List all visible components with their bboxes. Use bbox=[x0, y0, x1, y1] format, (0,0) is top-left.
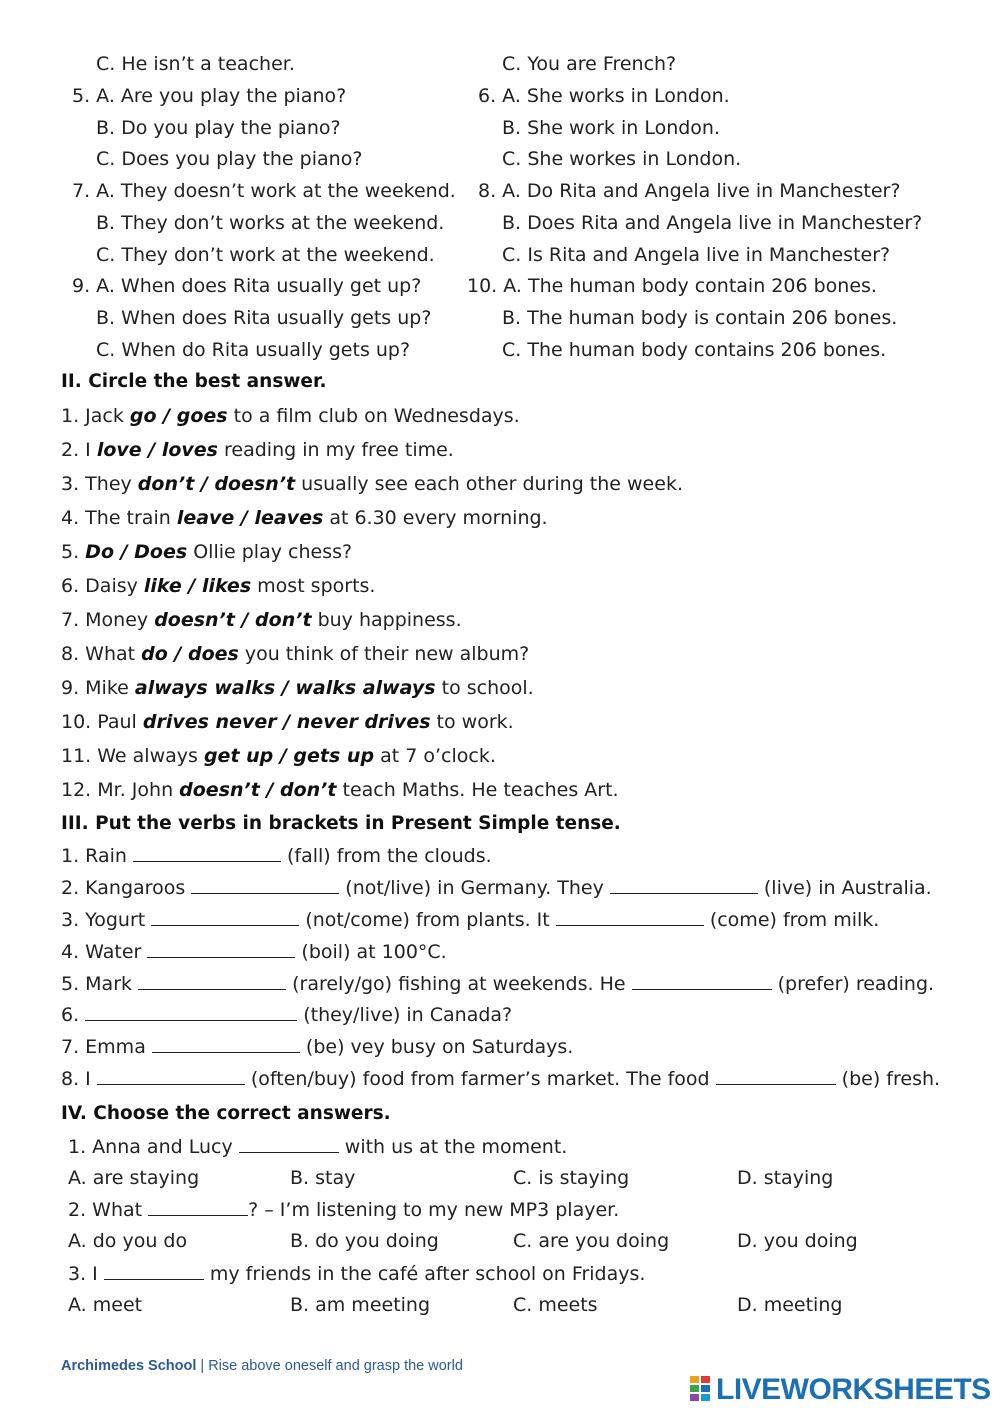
answer-blank[interactable] bbox=[148, 1198, 248, 1216]
part2-item-6 bbox=[61, 574, 375, 598]
item-text: to work. bbox=[430, 711, 514, 733]
item-text: 7. Money bbox=[61, 609, 155, 631]
answer-blank[interactable] bbox=[556, 908, 704, 926]
part2-item-10 bbox=[61, 710, 514, 734]
part2-item-11 bbox=[61, 744, 496, 768]
item-text: 11. We always bbox=[61, 745, 204, 767]
item-text: 10. Paul bbox=[61, 711, 143, 733]
part1-right-0: C. You are French? bbox=[502, 53, 677, 75]
item-text: 4. Water bbox=[61, 941, 148, 963]
answer-blank[interactable] bbox=[97, 1067, 245, 1085]
item-text: 1. Rain bbox=[61, 845, 133, 867]
choice-options[interactable]: drives never / never drives bbox=[142, 711, 431, 733]
part1-left-1: 5. A. Are you play the piano? bbox=[72, 85, 347, 107]
item-text: 7. Emma bbox=[61, 1036, 152, 1058]
part2-item-12 bbox=[61, 778, 619, 802]
item-text: (fall) from the clouds. bbox=[280, 845, 492, 867]
item-text: 2. Kangaroos bbox=[61, 877, 192, 899]
item-text: teach Maths. He teaches Art. bbox=[336, 779, 619, 801]
part1-left-7: 9. A. When does Rita usually get up? bbox=[72, 275, 422, 297]
school-motto: Rise above oneself and grasp the world bbox=[208, 1358, 463, 1374]
question-text: 3. I bbox=[68, 1263, 104, 1285]
choice-options[interactable]: always walks / walks always bbox=[134, 677, 436, 699]
item-text: 5. bbox=[61, 541, 86, 563]
part3-item-6 bbox=[61, 1003, 512, 1027]
item-text: 3. Yogurt bbox=[61, 909, 152, 931]
item-text: to a film club on Wednesdays. bbox=[227, 405, 520, 427]
item-text: (often/buy) food from farmer’s market. The food bbox=[244, 1068, 716, 1090]
part3-item-8 bbox=[61, 1067, 940, 1091]
part2-item-7 bbox=[61, 608, 462, 632]
liveworksheets-wordmark: LIVEWORKSHEETS bbox=[716, 1373, 991, 1406]
question-text: 2. What bbox=[68, 1199, 149, 1221]
choice-options[interactable]: go / goes bbox=[129, 405, 228, 427]
item-text: 6. bbox=[61, 1004, 86, 1026]
liveworksheets-logo[interactable] bbox=[690, 1373, 991, 1407]
item-text: (not/come) from plants. It bbox=[299, 909, 556, 931]
item-text: to school. bbox=[435, 677, 534, 699]
part2-item-4 bbox=[61, 506, 548, 530]
part1-right-5: B. Does Rita and Angela live in Manchester? bbox=[502, 212, 923, 234]
part3-item-2 bbox=[61, 876, 932, 900]
part4-q1-option-d[interactable]: D. staying bbox=[737, 1167, 834, 1189]
choice-options[interactable]: love / loves bbox=[96, 439, 218, 461]
part4-question-2 bbox=[68, 1198, 619, 1222]
part4-q1-option-a[interactable]: A. are staying bbox=[68, 1167, 200, 1189]
part1-left-3: C. Does you play the piano? bbox=[96, 148, 363, 170]
choice-options[interactable]: doesn’t / don’t bbox=[154, 609, 312, 631]
choice-options[interactable]: Do / Does bbox=[85, 541, 188, 563]
part4-heading: IV. Choose the correct answers. bbox=[61, 1103, 391, 1124]
part1-right-3: C. She workes in London. bbox=[502, 148, 742, 170]
answer-blank[interactable] bbox=[151, 908, 299, 926]
part2-item-9 bbox=[61, 676, 534, 700]
item-text: (prefer) reading. bbox=[771, 973, 935, 995]
part1-right-7: 10. A. The human body contain 206 bones. bbox=[467, 275, 877, 297]
part1-right-6: C. Is Rita and Angela live in Manchester? bbox=[502, 244, 891, 266]
question-text: 1. Anna and Lucy bbox=[68, 1136, 239, 1158]
item-text: (be) fresh. bbox=[835, 1068, 941, 1090]
answer-blank[interactable] bbox=[85, 1003, 297, 1021]
answer-blank[interactable] bbox=[104, 1262, 204, 1280]
part3-item-4 bbox=[61, 940, 447, 964]
part1-left-2: B. Do you play the piano? bbox=[96, 117, 341, 139]
part1-left-8: B. When does Rita usually gets up? bbox=[96, 307, 432, 329]
part3-item-3 bbox=[61, 908, 879, 932]
choice-options[interactable]: leave / leaves bbox=[176, 507, 324, 529]
answer-blank[interactable] bbox=[133, 844, 281, 862]
item-text: 4. The train bbox=[61, 507, 177, 529]
part2-item-5 bbox=[61, 540, 352, 564]
item-text: 2. I bbox=[61, 439, 97, 461]
item-text: 6. Daisy bbox=[61, 575, 144, 597]
question-text: ? – I’m listening to my new MP3 player. bbox=[248, 1199, 620, 1221]
answer-blank[interactable] bbox=[610, 876, 758, 894]
part4-question-1 bbox=[68, 1135, 567, 1159]
item-text: buy happiness. bbox=[311, 609, 462, 631]
part4-q2-option-b[interactable]: B. do you doing bbox=[290, 1230, 439, 1252]
item-text: 9. Mike bbox=[61, 677, 135, 699]
item-text: (come) from milk. bbox=[703, 909, 880, 931]
part4-q2-option-c[interactable]: C. are you doing bbox=[513, 1230, 670, 1252]
question-text: my friends in the café after school on Fridays. bbox=[203, 1263, 646, 1285]
part1-right-2: B. She work in London. bbox=[502, 117, 721, 139]
choice-options[interactable]: like / likes bbox=[143, 575, 252, 597]
part3-item-7 bbox=[61, 1035, 573, 1059]
school-name: Archimedes School bbox=[61, 1358, 197, 1374]
part4-q1-option-c[interactable]: C. is staying bbox=[513, 1167, 630, 1189]
item-text: 12. Mr. John bbox=[61, 779, 180, 801]
part3-item-5 bbox=[61, 972, 934, 996]
choice-options[interactable]: do / does bbox=[141, 643, 239, 665]
part4-q3-option-c[interactable]: C. meets bbox=[513, 1294, 598, 1316]
part4-q1-option-b[interactable]: B. stay bbox=[290, 1167, 356, 1189]
part4-q3-option-b[interactable]: B. am meeting bbox=[290, 1294, 431, 1316]
part4-question-3 bbox=[68, 1262, 645, 1286]
footer-separator: | bbox=[196, 1358, 209, 1374]
part3-item-1 bbox=[61, 844, 492, 868]
part2-item-1 bbox=[61, 404, 520, 428]
part2-item-8 bbox=[61, 642, 529, 666]
part4-q3-option-a[interactable]: A. meet bbox=[68, 1294, 143, 1316]
part1-left-9: C. When do Rita usually gets up? bbox=[96, 339, 411, 361]
part1-left-5: B. They don’t works at the weekend. bbox=[96, 212, 445, 234]
answer-blank[interactable] bbox=[716, 1067, 836, 1085]
answer-blank[interactable] bbox=[147, 940, 295, 958]
item-text: 3. They bbox=[61, 473, 138, 495]
answer-blank[interactable] bbox=[152, 1035, 300, 1053]
part2-heading: II. Circle the best answer. bbox=[61, 371, 327, 392]
part1-left-0: C. He isn’t a teacher. bbox=[96, 53, 295, 75]
part4-q3-option-d[interactable]: D. meeting bbox=[737, 1294, 843, 1316]
part1-right-4: 8. A. Do Rita and Angela live in Manchester? bbox=[478, 180, 901, 202]
item-text: (they/live) in Canada? bbox=[297, 1004, 513, 1026]
choice-options[interactable]: don’t / doesn’t bbox=[137, 473, 296, 495]
item-text: (not/live) in Germany. They bbox=[339, 877, 610, 899]
item-text: 1. Jack bbox=[61, 405, 130, 427]
answer-blank[interactable] bbox=[239, 1135, 339, 1153]
item-text: at 7 o’clock. bbox=[374, 745, 496, 767]
item-text: you think of their new album? bbox=[238, 643, 530, 665]
item-text: 8. I bbox=[61, 1068, 97, 1090]
answer-blank[interactable] bbox=[191, 876, 339, 894]
part1-right-9: C. The human body contains 206 bones. bbox=[502, 339, 887, 361]
choice-options[interactable]: get up / gets up bbox=[203, 745, 375, 767]
item-text: (boil) at 100°C. bbox=[295, 941, 447, 963]
item-text: (be) vey busy on Saturdays. bbox=[299, 1036, 574, 1058]
part4-q2-option-d[interactable]: D. you doing bbox=[737, 1230, 858, 1252]
part1-right-1: 6. A. She works in London. bbox=[478, 85, 730, 107]
answer-blank[interactable] bbox=[138, 972, 286, 990]
choice-options[interactable]: doesn’t / don’t bbox=[179, 779, 337, 801]
part3-heading: III. Put the verbs in brackets in Present Simple tense. bbox=[61, 813, 621, 834]
part1-left-6: C. They don’t work at the weekend. bbox=[96, 244, 435, 266]
item-text: reading in my free time. bbox=[217, 439, 454, 461]
item-text: at 6.30 every morning. bbox=[323, 507, 548, 529]
question-text: with us at the moment. bbox=[338, 1136, 568, 1158]
item-text: most sports. bbox=[251, 575, 376, 597]
liveworksheets-mark-icon bbox=[690, 1376, 712, 1404]
item-text: 8. What bbox=[61, 643, 142, 665]
item-text: 5. Mark bbox=[61, 973, 139, 995]
item-text: (rarely/go) fishing at weekends. He bbox=[286, 973, 632, 995]
footer-credit bbox=[61, 1358, 463, 1374]
item-text: usually see each other during the week. bbox=[295, 473, 683, 495]
answer-blank[interactable] bbox=[632, 972, 772, 990]
part2-item-2 bbox=[61, 438, 454, 462]
item-text: Ollie play chess? bbox=[187, 541, 353, 563]
part1-right-8: B. The human body is contain 206 bones. bbox=[502, 307, 898, 329]
item-text: (live) in Australia. bbox=[757, 877, 932, 899]
part1-left-4: 7. A. They doesn’t work at the weekend. bbox=[72, 180, 456, 202]
part4-q2-option-a[interactable]: A. do you do bbox=[68, 1230, 188, 1252]
part2-item-3 bbox=[61, 472, 683, 496]
